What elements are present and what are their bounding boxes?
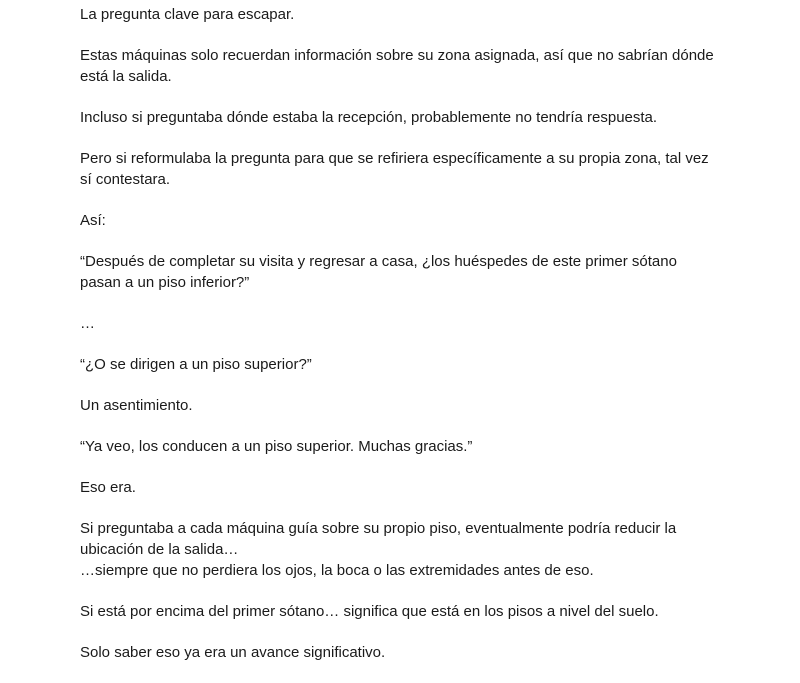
paragraph: Un asentimiento. — [80, 397, 193, 414]
paragraph: Pero si reformulaba la pregunta para que se refiriera específicamente a su propia zona, tal vez sí contestara. — [80, 150, 713, 188]
paragraph: Si está por encima del primer sótano… significa que está en los pisos a nivel del suelo. — [80, 603, 659, 620]
paragraph: Así: — [80, 212, 106, 229]
paragraph: … — [80, 315, 95, 332]
paragraph: “Ya veo, los conducen a un piso superior. Muchas gracias.” — [80, 438, 473, 455]
paragraph: Incluso si preguntaba dónde estaba la recepción, probablemente no tendría respuesta. — [80, 109, 658, 126]
document-body — [80, 4, 720, 683]
paragraph: “¿O se dirigen a un piso superior?” — [80, 356, 312, 373]
paragraph: Estas máquinas solo recuerdan información sobre su zona asignada, así que no sabrían dónde está la salida. — [80, 47, 718, 85]
paragraph: Si preguntaba a cada máquina guía sobre su propio piso, eventualmente podría reducir la ubicación de la salida… …siempre que no perdiera los ojos, la boca o las extremidades antes de eso. — [80, 520, 677, 579]
paragraph: Eso era. — [80, 479, 136, 496]
paragraph: La pregunta clave para escapar. — [80, 6, 295, 23]
paragraph: Solo saber eso ya era un avance significativo. — [80, 644, 386, 661]
paragraph: “Después de completar su visita y regresar a casa, ¿los huéspedes de este primer sótano pasan a un piso inferior?” — [80, 253, 682, 291]
